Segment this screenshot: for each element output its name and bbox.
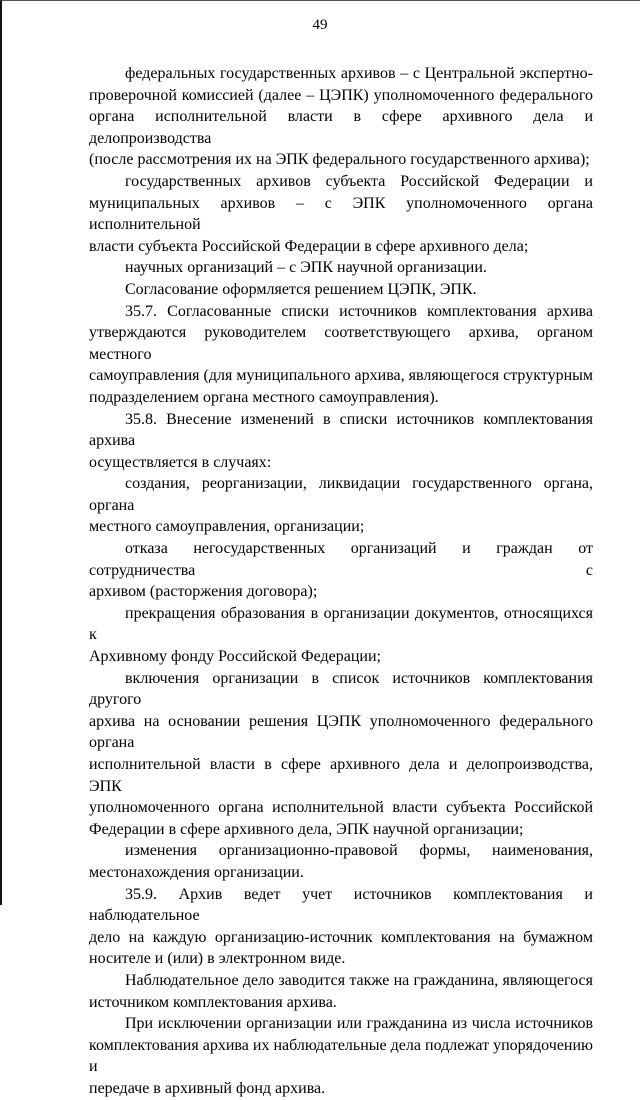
text-line: местного самоуправления, организации; [89,518,365,536]
text-line: архивом (расторжения договора); [89,583,318,601]
paragraph [89,171,593,257]
paragraph [89,840,593,883]
text-line: органа исполнительной власти в сфере архивного дела и делопроизводства [89,108,593,147]
text-line: передаче в архивный фонд архива. [89,1079,326,1097]
text-line: создания, реорганизации, ликвидации государственного органа, органа [89,475,593,514]
text-line: отказа негосударственных организаций и граждан от сотрудничества с [89,540,593,579]
document-body [89,63,593,1100]
text-line: архива на основании решения ЦЭПК уполномоченного федерального органа [89,712,593,752]
text-line: комплектования архива их наблюдательные дела подлежат упорядочению и [89,1036,593,1076]
text-line: научных организаций – с ЭПК научной организации. [125,259,487,277]
text-line: муниципальных архивов – с ЭПК уполномоченного органа исполнительной [89,194,593,234]
text-line: включения организации в список источников комплектования другого [89,669,593,709]
text-line: уполномоченного органа исполнительной власти субъекта Российской [89,799,593,817]
text-line: Согласование оформляется решением ЦЭПК, ЭПК. [125,280,477,298]
text-line: государственных архивов субъекта Российской Федерации и [125,172,593,190]
text-line: Наблюдательное дело заводится также на гражданина, являющегося [125,971,593,989]
paragraph [89,63,593,171]
text-line: Архивному фонду Российской Федерации; [89,648,381,666]
paragraph [89,970,593,1013]
paragraph [89,603,593,668]
page-number: 49 [312,17,328,33]
text-line: исполнительной власти в сфере архивного дела и делопроизводства, ЭПК [89,756,593,795]
text-line: 35.8. Внесение изменений в списки источников комплектования архива [89,410,593,450]
text-line: Федерации в сфере архивного дела, ЭПК научной организации; [89,820,524,838]
text-line: осуществляется в случаях: [89,453,272,471]
paragraph [89,473,593,538]
text-line: носителе и (или) в электронном виде. [89,950,346,968]
text-line: утверждаются руководителем соответствующего архива, органом местного [89,324,593,363]
text-line: дело на каждую организацию-источник комплектования на бумажном [89,928,593,946]
paragraph [89,279,593,301]
text-line: самоуправления (для муниципального архива, являющегося структурным [89,367,593,385]
text-line: подразделением органа местного самоуправления). [89,388,439,406]
paragraph [89,257,593,279]
text-line: проверочной комиссией (далее – ЦЭПК) уполномоченного федерального [89,86,593,104]
text-line: 35.9. Архив ведет учет источников комплектования и наблюдательное [89,885,593,925]
text-line: источником комплектования архива. [89,993,337,1011]
text-line: власти субъекта Российской Федерации в сфере архивного дела; [89,237,529,255]
text-line: изменения организационно-правовой формы, наименования, [125,842,593,860]
paragraph [89,884,593,970]
paragraph [89,1013,593,1099]
text-line: При исключении организации или гражданина из числа источников [125,1015,593,1033]
text-line: местонахождения организации. [89,863,304,881]
paragraph [89,668,593,841]
paragraph [89,409,593,474]
paragraph [89,538,593,603]
paragraph [89,301,593,409]
text-line: 35.7. Согласованные списки источников комплектования архива [125,302,593,320]
text-line: прекращения образования в организации документов, относящихся к [89,604,593,644]
text-line: (после рассмотрения их на ЭПК федерального государственного архива); [89,151,590,169]
text-line: федеральных государственных архивов – с Центральной экспертно- [125,65,593,82]
